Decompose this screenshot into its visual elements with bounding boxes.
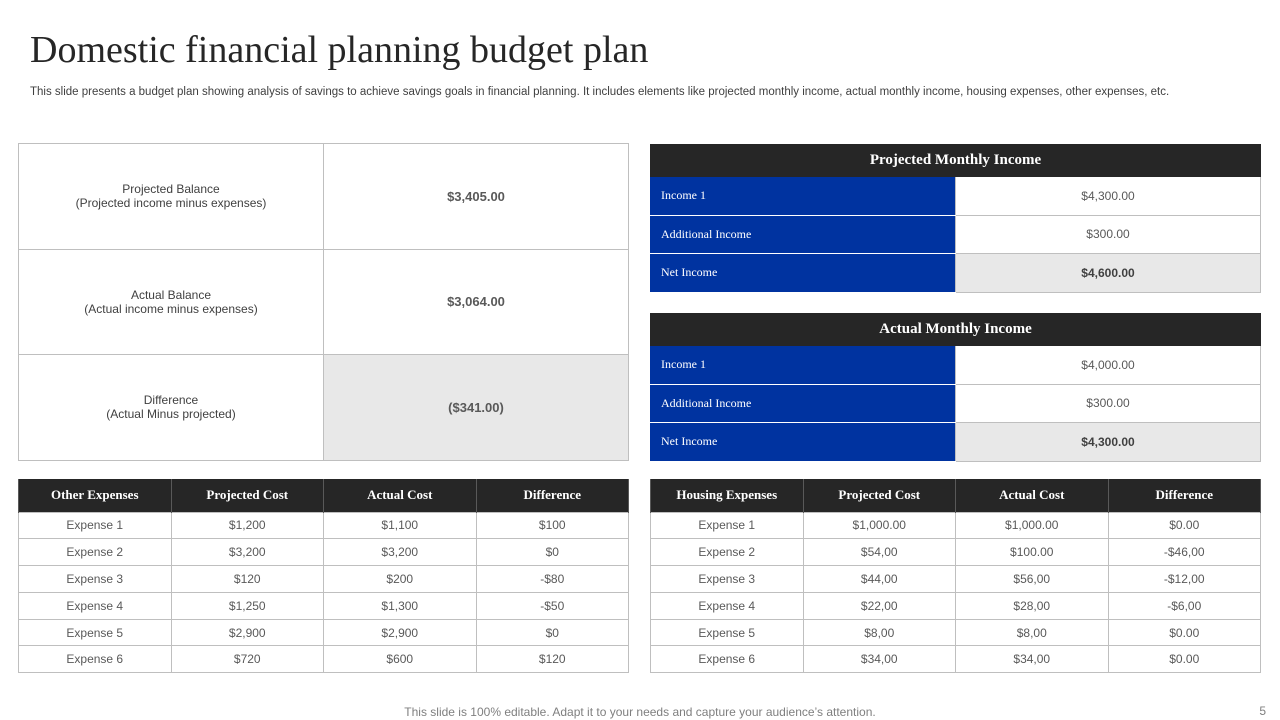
table-cell: -$50 <box>476 592 629 619</box>
page-number: 5 <box>1259 704 1266 718</box>
column-header: Projected Cost <box>803 479 956 512</box>
page-title: Domestic financial planning budget plan <box>30 29 649 71</box>
table-cell: $0 <box>476 539 629 566</box>
balance-label <box>19 249 324 355</box>
table-cell: $54,00 <box>803 539 956 566</box>
table-cell: $0.00 <box>1108 512 1261 539</box>
page-subtitle: This slide presents a budget plan showing analysis of savings to achieve savings goals in financial planning. It includes elements like projected monthly income, actual monthly income, housing expenses, other expenses, etc. <box>30 86 1170 98</box>
table-cell: $8,00 <box>803 619 956 646</box>
table-cell: $0.00 <box>1108 646 1261 673</box>
table-cell: $0.00 <box>1108 619 1261 646</box>
table-cell: $1,100 <box>324 512 477 539</box>
table-cell: $120 <box>171 566 324 593</box>
table-cell: -$6,00 <box>1108 592 1261 619</box>
table-row <box>19 512 629 539</box>
table-cell: $2,900 <box>171 619 324 646</box>
balance-label-title: Actual Balance <box>130 287 212 302</box>
table-row <box>19 539 629 566</box>
income-label: Additional Income <box>651 384 956 423</box>
table-cell: $1,000.00 <box>803 512 956 539</box>
table-row <box>651 566 1261 593</box>
table-cell: Expense 1 <box>19 512 172 539</box>
balance-table <box>18 143 629 461</box>
table-cell: $8,00 <box>956 619 1109 646</box>
balance-value: ($341.00) <box>324 355 629 461</box>
balance-row-projected <box>19 144 629 250</box>
projected-income-table <box>650 144 1261 293</box>
balance-label-title: Projected Balance <box>122 182 220 197</box>
table-cell: Expense 1 <box>651 512 804 539</box>
income-value: $4,300.00 <box>956 177 1261 216</box>
housing-expenses-body <box>651 512 1261 673</box>
income-label: Net Income <box>651 254 956 293</box>
other-expenses-table <box>18 479 629 673</box>
column-header: Other Expenses <box>19 479 172 512</box>
column-header: Housing Expenses <box>651 479 804 512</box>
column-header: Projected Cost <box>171 479 324 512</box>
table-row <box>651 539 1261 566</box>
table-cell: $1,300 <box>324 592 477 619</box>
table-cell: $44,00 <box>803 566 956 593</box>
actual-income-table <box>650 313 1261 462</box>
column-header: Difference <box>476 479 629 512</box>
footer-note: This slide is 100% editable. Adapt it to your needs and capture your audience’s attention. <box>404 705 876 719</box>
income-label: Net Income <box>651 423 956 462</box>
projected-income-header: Projected Monthly Income <box>651 145 1261 177</box>
table-cell: $3,200 <box>324 539 477 566</box>
table-cell: Expense 4 <box>19 592 172 619</box>
table-cell: $720 <box>171 646 324 673</box>
income-label: Income 1 <box>651 346 956 385</box>
balance-row-actual <box>19 249 629 355</box>
income-value: $4,000.00 <box>956 346 1261 385</box>
balance-row-difference <box>19 355 629 461</box>
income-value: $4,600.00 <box>956 254 1261 293</box>
actual-income-header: Actual Monthly Income <box>651 314 1261 346</box>
table-row <box>651 423 1261 462</box>
table-row <box>651 177 1261 216</box>
housing-expenses-table <box>650 479 1261 673</box>
table-row <box>651 592 1261 619</box>
table-cell: -$12,00 <box>1108 566 1261 593</box>
table-row <box>651 384 1261 423</box>
table-row <box>651 512 1261 539</box>
table-cell: Expense 2 <box>651 539 804 566</box>
table-cell: Expense 4 <box>651 592 804 619</box>
table-cell: Expense 6 <box>651 646 804 673</box>
table-cell: $56,00 <box>956 566 1109 593</box>
balance-label-note: (Projected income minus expenses) <box>75 196 267 211</box>
table-cell: $0 <box>476 619 629 646</box>
balance-label-note: (Actual income minus expenses) <box>84 301 258 316</box>
balance-label-note: (Actual Minus projected) <box>106 407 236 422</box>
table-cell: $34,00 <box>956 646 1109 673</box>
table-cell: $200 <box>324 566 477 593</box>
table-row <box>651 646 1261 673</box>
income-label: Additional Income <box>651 215 956 254</box>
table-cell: Expense 2 <box>19 539 172 566</box>
table-cell: $28,00 <box>956 592 1109 619</box>
table-row <box>19 566 629 593</box>
table-cell: $1,000.00 <box>956 512 1109 539</box>
table-cell: $2,900 <box>324 619 477 646</box>
table-cell: Expense 5 <box>651 619 804 646</box>
table-cell: -$46,00 <box>1108 539 1261 566</box>
table-cell: $120 <box>476 646 629 673</box>
balance-label <box>19 355 324 461</box>
table-cell: $3,200 <box>171 539 324 566</box>
table-cell: $22,00 <box>803 592 956 619</box>
table-cell: $1,200 <box>171 512 324 539</box>
balance-label <box>19 144 324 250</box>
table-row <box>651 619 1261 646</box>
income-label: Income 1 <box>651 177 956 216</box>
column-header: Difference <box>1108 479 1261 512</box>
table-row <box>651 346 1261 385</box>
balance-label-title: Difference <box>143 393 199 408</box>
table-cell: $100 <box>476 512 629 539</box>
table-cell: Expense 6 <box>19 646 172 673</box>
table-cell: Expense 3 <box>19 566 172 593</box>
other-expenses-body <box>19 512 629 673</box>
column-header: Actual Cost <box>324 479 477 512</box>
table-row <box>19 646 629 673</box>
table-cell: $34,00 <box>803 646 956 673</box>
income-value: $4,300.00 <box>956 423 1261 462</box>
table-cell: $600 <box>324 646 477 673</box>
table-cell: -$80 <box>476 566 629 593</box>
balance-value: $3,064.00 <box>324 249 629 355</box>
table-row <box>651 254 1261 293</box>
balance-value: $3,405.00 <box>324 144 629 250</box>
table-header-row <box>651 479 1261 512</box>
income-value: $300.00 <box>956 384 1261 423</box>
income-value: $300.00 <box>956 215 1261 254</box>
table-cell: Expense 5 <box>19 619 172 646</box>
table-cell: $100.00 <box>956 539 1109 566</box>
table-header-row <box>19 479 629 512</box>
table-cell: Expense 3 <box>651 566 804 593</box>
table-cell: $1,250 <box>171 592 324 619</box>
table-row <box>19 592 629 619</box>
table-row <box>651 215 1261 254</box>
column-header: Actual Cost <box>956 479 1109 512</box>
table-row <box>19 619 629 646</box>
